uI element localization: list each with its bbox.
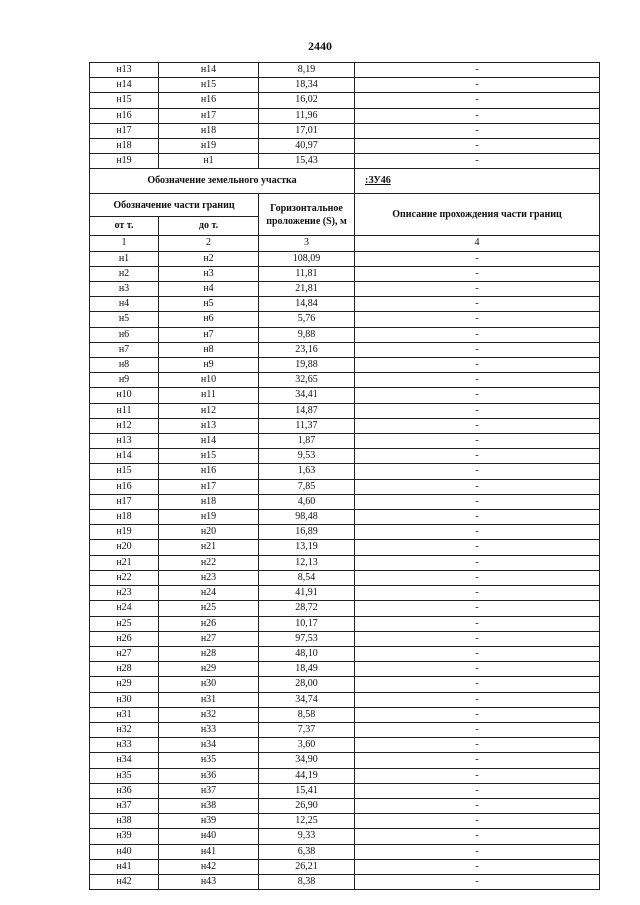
from-point: н28 [90, 662, 159, 677]
top-rows [90, 63, 600, 169]
horizontal-distance: 15,43 [259, 154, 355, 169]
part-label: Обозначение части границ [90, 194, 259, 217]
table-row [90, 342, 600, 357]
horizontal-distance: 18,49 [259, 662, 355, 677]
description: - [355, 646, 600, 661]
from-point: н14 [90, 449, 159, 464]
to-label: до т. [159, 217, 259, 236]
from-point: н15 [90, 93, 159, 108]
table-row [90, 93, 600, 108]
table-row [90, 297, 600, 312]
horizontal-distance: 16,02 [259, 93, 355, 108]
horizontal-distance: 8,19 [259, 63, 355, 78]
horizontal-distance: 34,90 [259, 753, 355, 768]
to-point: н5 [159, 297, 259, 312]
description: - [355, 859, 600, 874]
description: - [355, 139, 600, 154]
to-point: н18 [159, 123, 259, 138]
horizontal-distance: 14,87 [259, 403, 355, 418]
table-row [90, 327, 600, 342]
description: - [355, 358, 600, 373]
horizontal-distance: 6,38 [259, 844, 355, 859]
from-point: н21 [90, 555, 159, 570]
description: - [355, 677, 600, 692]
table-row [90, 282, 600, 297]
table-row [90, 388, 600, 403]
to-point: н39 [159, 814, 259, 829]
to-point: н8 [159, 342, 259, 357]
from-point: н17 [90, 123, 159, 138]
description: - [355, 586, 600, 601]
table-row [90, 154, 600, 169]
to-point: н25 [159, 601, 259, 616]
table-row [90, 479, 600, 494]
description: - [355, 63, 600, 78]
to-point: н3 [159, 266, 259, 281]
from-point: н1 [90, 251, 159, 266]
description: - [355, 722, 600, 737]
from-point: н4 [90, 297, 159, 312]
description: - [355, 312, 600, 327]
from-point: н15 [90, 464, 159, 479]
horizontal-distance: 17,01 [259, 123, 355, 138]
description: - [355, 266, 600, 281]
description: - [355, 510, 600, 525]
to-point: н13 [159, 418, 259, 433]
to-point: н19 [159, 139, 259, 154]
from-point: н8 [90, 358, 159, 373]
to-point: н31 [159, 692, 259, 707]
table-row [90, 312, 600, 327]
from-point: н29 [90, 677, 159, 692]
horizontal-distance: 10,17 [259, 616, 355, 631]
to-point: н35 [159, 753, 259, 768]
description: - [355, 342, 600, 357]
table-row [90, 753, 600, 768]
horizontal-distance: 98,48 [259, 510, 355, 525]
horizontal-distance: 21,81 [259, 282, 355, 297]
description: - [355, 108, 600, 123]
to-point: н28 [159, 646, 259, 661]
to-point: н18 [159, 494, 259, 509]
horizontal-distance: 16,89 [259, 525, 355, 540]
horizontal-distance: 4,60 [259, 494, 355, 509]
table-row [90, 266, 600, 281]
table-row [90, 403, 600, 418]
from-point: н42 [90, 874, 159, 889]
to-point: н12 [159, 403, 259, 418]
from-point: н14 [90, 78, 159, 93]
table-row [90, 874, 600, 889]
horizontal-distance: 11,81 [259, 266, 355, 281]
from-point: н26 [90, 631, 159, 646]
horizontal-distance: 3,60 [259, 738, 355, 753]
table-row [90, 418, 600, 433]
horizontal-distance: 18,34 [259, 78, 355, 93]
description: - [355, 494, 600, 509]
table-row [90, 139, 600, 154]
to-point: н6 [159, 312, 259, 327]
description: - [355, 388, 600, 403]
to-point: н42 [159, 859, 259, 874]
table-row [90, 844, 600, 859]
to-point: н23 [159, 570, 259, 585]
description: - [355, 154, 600, 169]
table-header [90, 169, 600, 251]
from-point: н17 [90, 494, 159, 509]
to-point: н22 [159, 555, 259, 570]
table-row [90, 464, 600, 479]
description: - [355, 464, 600, 479]
horizontal-distance: 7,37 [259, 722, 355, 737]
to-point: н27 [159, 631, 259, 646]
to-point: н11 [159, 388, 259, 403]
table-row [90, 646, 600, 661]
to-point: н33 [159, 722, 259, 737]
description: - [355, 753, 600, 768]
table-row [90, 525, 600, 540]
horizontal-distance: 44,19 [259, 768, 355, 783]
horizontal-distance: 9,53 [259, 449, 355, 464]
table-row [90, 555, 600, 570]
horizontal-distance: 26,90 [259, 798, 355, 813]
table-row [90, 768, 600, 783]
table-row [90, 601, 600, 616]
plot-label: Обозначение земельного участка [90, 169, 355, 194]
description: - [355, 874, 600, 889]
horizontal-distance: 28,72 [259, 601, 355, 616]
to-point: н32 [159, 707, 259, 722]
from-point: н31 [90, 707, 159, 722]
horizontal-distance: 34,41 [259, 388, 355, 403]
from-point: н19 [90, 154, 159, 169]
from-point: н36 [90, 783, 159, 798]
to-point: н16 [159, 464, 259, 479]
horizontal-distance: 1,63 [259, 464, 355, 479]
from-point: н18 [90, 139, 159, 154]
horizontal-distance: 12,25 [259, 814, 355, 829]
horizontal-distance: 14,84 [259, 297, 355, 312]
horizontal-distance: 7,85 [259, 479, 355, 494]
table-row [90, 814, 600, 829]
to-point: н2 [159, 251, 259, 266]
from-point: н12 [90, 418, 159, 433]
description: - [355, 707, 600, 722]
description: - [355, 692, 600, 707]
to-point: н30 [159, 677, 259, 692]
from-point: н18 [90, 510, 159, 525]
from-point: н11 [90, 403, 159, 418]
horizontal-distance: 8,54 [259, 570, 355, 585]
from-point: н5 [90, 312, 159, 327]
from-point: н38 [90, 814, 159, 829]
from-label: от т. [90, 217, 159, 236]
from-point: н34 [90, 753, 159, 768]
table-row [90, 662, 600, 677]
to-point: н26 [159, 616, 259, 631]
table-row [90, 434, 600, 449]
plot-row [90, 169, 600, 194]
horizontal-distance: 9,88 [259, 327, 355, 342]
horizontal-distance: 28,00 [259, 677, 355, 692]
to-point: н1 [159, 154, 259, 169]
horizontal-distance: 12,13 [259, 555, 355, 570]
to-point: н10 [159, 373, 259, 388]
to-point: н41 [159, 844, 259, 859]
from-point: н24 [90, 601, 159, 616]
table-row [90, 78, 600, 93]
description: - [355, 570, 600, 585]
from-point: н39 [90, 829, 159, 844]
from-point: н13 [90, 434, 159, 449]
description: - [355, 798, 600, 813]
to-point: н19 [159, 510, 259, 525]
description: - [355, 78, 600, 93]
horizontal-distance: 19,88 [259, 358, 355, 373]
description: - [355, 434, 600, 449]
from-point: н22 [90, 570, 159, 585]
horizontal-distance: 26,21 [259, 859, 355, 874]
boundary-table [89, 62, 600, 890]
description: - [355, 783, 600, 798]
to-point: н34 [159, 738, 259, 753]
description: - [355, 123, 600, 138]
description: - [355, 282, 600, 297]
table-row [90, 692, 600, 707]
to-point: н15 [159, 78, 259, 93]
col-number-2: 2 [159, 236, 259, 251]
horizontal-distance: 15,41 [259, 783, 355, 798]
description: - [355, 768, 600, 783]
table-row [90, 494, 600, 509]
table-row [90, 707, 600, 722]
horizontal-distance: 48,10 [259, 646, 355, 661]
to-point: н7 [159, 327, 259, 342]
from-point: н19 [90, 525, 159, 540]
from-point: н3 [90, 282, 159, 297]
from-point: н25 [90, 616, 159, 631]
to-point: н43 [159, 874, 259, 889]
horizontal-distance: 34,74 [259, 692, 355, 707]
plot-id: :ЗУ46 [355, 169, 600, 194]
table-row [90, 677, 600, 692]
description: - [355, 373, 600, 388]
to-point: н37 [159, 783, 259, 798]
horizontal-distance: 8,38 [259, 874, 355, 889]
to-point: н21 [159, 540, 259, 555]
from-point: н40 [90, 844, 159, 859]
from-point: н37 [90, 798, 159, 813]
horizontal-distance: 41,91 [259, 586, 355, 601]
horizontal-distance: 32,65 [259, 373, 355, 388]
from-point: н32 [90, 722, 159, 737]
col-number-4: 4 [355, 236, 600, 251]
description: - [355, 479, 600, 494]
horizontal-distance: 23,16 [259, 342, 355, 357]
column-number-row [90, 236, 600, 251]
to-point: н24 [159, 586, 259, 601]
table-row [90, 783, 600, 798]
to-point: н17 [159, 108, 259, 123]
to-point: н17 [159, 479, 259, 494]
horizontal-distance: 9,33 [259, 829, 355, 844]
description: - [355, 251, 600, 266]
table-row [90, 373, 600, 388]
from-point: н13 [90, 63, 159, 78]
description: - [355, 844, 600, 859]
description: - [355, 814, 600, 829]
horizontal-distance: 11,37 [259, 418, 355, 433]
horizontal-distance: 108,09 [259, 251, 355, 266]
from-point: н27 [90, 646, 159, 661]
from-point: н9 [90, 373, 159, 388]
to-point: н14 [159, 63, 259, 78]
table-row [90, 251, 600, 266]
table-row [90, 108, 600, 123]
table-row [90, 829, 600, 844]
to-point: н36 [159, 768, 259, 783]
description: - [355, 297, 600, 312]
table-row [90, 570, 600, 585]
from-point: н30 [90, 692, 159, 707]
table-row [90, 616, 600, 631]
to-point: н40 [159, 829, 259, 844]
description: - [355, 327, 600, 342]
from-point: н41 [90, 859, 159, 874]
from-point: н7 [90, 342, 159, 357]
from-point: н16 [90, 108, 159, 123]
horizontal-distance: 8,58 [259, 707, 355, 722]
horizontal-distance: 11,96 [259, 108, 355, 123]
from-point: н33 [90, 738, 159, 753]
to-point: н29 [159, 662, 259, 677]
from-point: н35 [90, 768, 159, 783]
description: - [355, 555, 600, 570]
table-row [90, 722, 600, 737]
table-row [90, 358, 600, 373]
from-point: н6 [90, 327, 159, 342]
description: - [355, 616, 600, 631]
horizontal-distance: 97,53 [259, 631, 355, 646]
description: - [355, 93, 600, 108]
to-point: н20 [159, 525, 259, 540]
description: - [355, 662, 600, 677]
page-number: 2440 [308, 39, 332, 53]
description: - [355, 601, 600, 616]
table-row [90, 631, 600, 646]
table-row [90, 586, 600, 601]
from-point: н23 [90, 586, 159, 601]
col-number-1: 1 [90, 236, 159, 251]
description: - [355, 631, 600, 646]
table-row [90, 123, 600, 138]
description: - [355, 525, 600, 540]
horizontal-distance: 40,97 [259, 139, 355, 154]
description: - [355, 449, 600, 464]
to-point: н9 [159, 358, 259, 373]
horizontal-label: Горизонтальное проложение (S), м [259, 194, 355, 236]
main-rows [90, 251, 600, 890]
description: - [355, 540, 600, 555]
table-row [90, 798, 600, 813]
description: - [355, 418, 600, 433]
table-row [90, 510, 600, 525]
from-point: н2 [90, 266, 159, 281]
horizontal-distance: 1,87 [259, 434, 355, 449]
horizontal-distance: 13,19 [259, 540, 355, 555]
horizontal-distance: 5,76 [259, 312, 355, 327]
table-row [90, 738, 600, 753]
description: - [355, 403, 600, 418]
table-row [90, 63, 600, 78]
to-point: н15 [159, 449, 259, 464]
description: - [355, 829, 600, 844]
description: - [355, 738, 600, 753]
from-point: н16 [90, 479, 159, 494]
description-label: Описание прохождения части границ [355, 194, 600, 236]
table-row [90, 449, 600, 464]
table-row [90, 540, 600, 555]
to-point: н38 [159, 798, 259, 813]
to-point: н4 [159, 282, 259, 297]
to-point: н14 [159, 434, 259, 449]
from-point: н20 [90, 540, 159, 555]
table-row [90, 859, 600, 874]
from-point: н10 [90, 388, 159, 403]
to-point: н16 [159, 93, 259, 108]
header-row [90, 194, 600, 217]
col-number-3: 3 [259, 236, 355, 251]
